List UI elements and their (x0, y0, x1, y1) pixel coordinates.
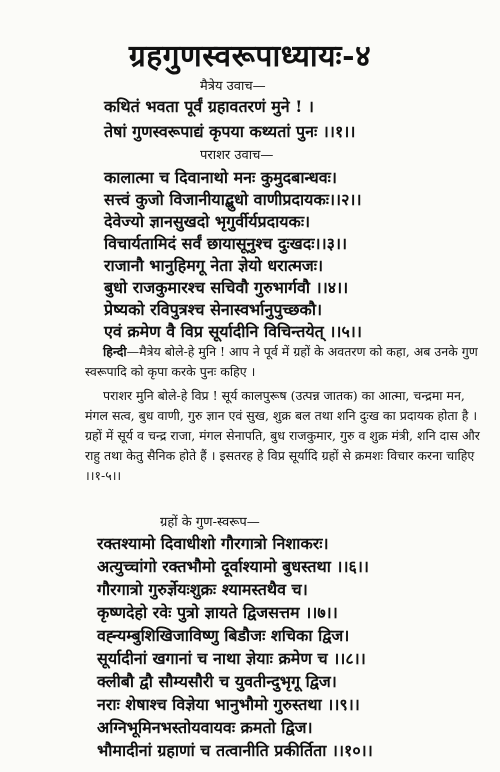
verse-line: नराः शेषाश्च विज्ञेया भानुभौमो गुरुस्तथा ।।९।। (97, 695, 360, 714)
verse-line: वह्न्यम्बुशिखिजाविष्णु बिडौजः शचिका द्विज। (97, 626, 350, 645)
verse-line: अग्निभूमिनभस्तोयवायवः क्रमतो द्विज। (97, 718, 313, 737)
verse-line: विचार्यतामिदं सर्वं छायासूनुश्च दुःखदः।।३।। (104, 234, 348, 253)
verse-line: कृष्णदेहो रवेः पुत्रो ज्ञायते द्विजसत्तम ।।७।। (97, 603, 338, 622)
hindi-text-1: —मैत्रेय बोले-हे मुनि ! आप ने पूर्व में ग्रहों के अवतरण को कहा, अब उनके गुण स्वरूपादि को कृपा करके पुनः कहिए । (85, 344, 478, 379)
verse-line: रक्तश्यामो दिवाधीशो गौरगात्रो निशाकरः। (97, 534, 329, 553)
verse-line: गौरगात्रो गुरुर्ज्ञेयःशुक्रः श्यामस्तथैव च। (97, 580, 308, 599)
section-subheading: ग्रहों के गुण-स्वरूप— (160, 515, 260, 530)
speaker-parashara: पराशर उवाच— (200, 148, 274, 163)
verse-line: राजानौ भानुहिमगू नेता ज्ञेयो धरात्मजः। (104, 256, 324, 275)
verse-line: कालात्मा च दिवानाथो मनः कुमुदबान्धवः। (104, 168, 337, 187)
verse-line: एवं क्रमेण वै विप्र सूर्यादीनि विचिन्तयेत् ।।५।। (104, 322, 362, 341)
chapter-title: ग्रहगुणस्वरूपाध्यायः-४ (128, 39, 372, 74)
hindi-paragraph-1 (85, 342, 485, 382)
verse-line: तेषां गुणस्वरूपाद्यं कृपया कथ्यतां पुनः ।।१।। (104, 122, 356, 141)
verse-line: सत्त्वं कुजो विजानीयाद्बुधो वाणीप्रदायकः।।२।। (104, 190, 362, 209)
verse-line: प्रेष्यको रविपुत्रश्च सेनास्वर्भानुपुच्छकौ। (104, 300, 323, 319)
verse-line: बुधो राजकुमारश्च सचिवौ गुरुभार्गवौ ।।४।। (104, 278, 349, 297)
verse-line: अत्युच्चांगो रक्तभौमो दूर्वाश्यामो बुधस्तथा ।।६।। (97, 557, 369, 576)
hindi-paragraph-2: पराशर मुनि बोले-हे विप्र ! सूर्य कालपुरूष (उत्पन्न जातक) का आत्मा, चन्द्रमा मन, मंगल सत्व, बुध वाणी, गुरु ज्ञान एवं सुख, शुक्र बल तथा शनि दुःख का प्रदायक होता है । ग्रहों में सूर्य व चन्द्र राजा, मंगल सेनापति, बुध राजकुमार, गुरु व शुक्र मंत्री, शनि दास और राहु तथा केतु सैनिक होते हैं । इसतरह हे विप्र सूर्यादि ग्रहों से क्रमशः विचार करना चाहिए ।।१-५।। (85, 388, 480, 483)
verse-line: कथितं भवता पूर्वं ग्रहावतरणं मुने ! । (104, 97, 314, 116)
verse-line: भौमादीनां ग्रहाणां च तत्वानीति प्रकीर्तिता ।।१०।। (97, 741, 373, 760)
hindi-translation (85, 342, 485, 486)
verse-line: सूर्यादीनां खगानां च नाथा ज्ञेयाः क्रमेण च ।।८।। (97, 649, 366, 668)
hindi-label: हिन्दी (103, 344, 127, 359)
verse-line: क्लीबौ द्वौ सौम्यसौरी च युवतीन्दुभृगू द्विज। (97, 672, 337, 691)
verse-line: देवेज्यो ज्ञानसुखदो भृगुर्वीर्यप्रदायकः। (104, 212, 311, 231)
speaker-maitreya: मैत्रेय उवाच— (200, 79, 266, 94)
